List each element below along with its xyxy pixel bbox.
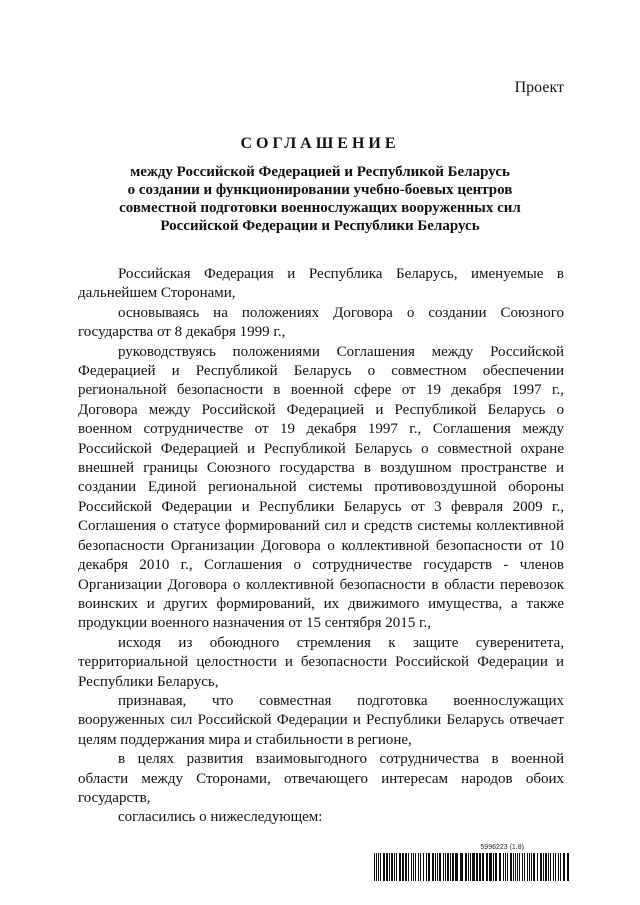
barcode-bar <box>423 853 424 881</box>
barcode-bar <box>439 853 441 881</box>
barcode-graphic <box>374 853 570 881</box>
barcode-bar <box>472 853 475 881</box>
barcode-bar <box>470 853 471 881</box>
paragraph: основываясь на положениях Договора о создании Союзного государства от 8 декабря 1999 г., <box>78 304 564 341</box>
document-barcode <box>374 844 570 884</box>
barcode-bar <box>450 853 451 881</box>
paragraph: руководствуясь положениями Соглашения между Российской Федерацией и Республикой Беларусь о совместном обеспечении региональной безопасности в военной сфере от 19 декабря 1997 г., Договора между Российской Федерацией и Республикой Беларусь о военном сотрудничестве от 19 декабря 1997 г., Соглашения между Российской Федерацией и Республикой Беларусь о совместной охране внешней границы Союзного государства в воздушном пространстве и создании Единой региональной системы противовоздушной обороны Российской Федерации и Республики Беларусь от 3 февраля 2009 г., Соглашения о статусе формирований сил и средств системы коллективной безопасности Организации Договора о коллективной безопасности от 10 декабря 2010 г., Соглашения о сотрудничестве государств - членов Организации Договора о коллективной безопасности в области перевозок воинских и других формирований, их движимого имущества, а также продукции военного назначения от 15 сентября 2015 г., <box>78 343 564 632</box>
barcode-bar <box>482 853 484 881</box>
barcode-bar <box>553 853 554 881</box>
barcode-bar <box>567 853 569 881</box>
barcode-bar <box>465 853 467 881</box>
paragraph: Российская Федерация и Республика Беларусь, именуемые в дальнейшем Сторонами, <box>78 266 564 302</box>
subtitle-line: между Российской Федерацией и Республикой Беларусь <box>130 164 510 180</box>
barcode-bar <box>383 853 385 881</box>
paragraph: согласились о нижеследующем: <box>118 809 323 826</box>
barcode-bar <box>524 853 525 881</box>
barcode-bar <box>548 853 549 881</box>
barcode-bar <box>402 853 404 881</box>
barcode-bar <box>476 853 478 881</box>
subtitle-line: Российской Федерации и Республики Беларусь <box>160 218 480 234</box>
barcode-caption: 5996223 (1.8) <box>480 844 524 851</box>
barcode-bar <box>529 853 530 881</box>
subtitle-line: о создании и функционировании учебно-боевых центров <box>127 182 513 198</box>
barcode-bar <box>513 853 514 881</box>
barcode-bar <box>413 853 414 881</box>
barcode-bar <box>527 853 528 881</box>
paragraph: исходя из обоюдного стремления к защите суверенитета, территориальной целостности и безопасности Российской Федерации и Республики Беларусь, <box>78 634 564 690</box>
barcode-bar <box>426 853 427 881</box>
barcode-bar <box>503 853 504 881</box>
barcode-bar <box>443 853 444 881</box>
barcode-bar <box>533 853 535 881</box>
barcode-bar <box>519 853 520 881</box>
barcode-bar <box>455 853 458 881</box>
barcode-bar <box>437 853 438 881</box>
draft-label: Проект <box>514 79 564 96</box>
barcode-bar <box>420 853 421 881</box>
barcode-bar <box>380 853 381 881</box>
barcode-bar <box>396 853 397 881</box>
paragraph: признавая, что совместная подготовка военнослужащих вооруженных сил Российской Федерации и Республики Беларусь отвечает целям поддержания мира и стабильности в регионе, <box>78 692 564 748</box>
barcode-bar <box>386 853 388 881</box>
barcode-bar <box>558 853 559 881</box>
barcode-bar <box>522 853 523 881</box>
subtitle-line: совместной подготовки военнослужащих вооруженных сил <box>119 200 521 216</box>
barcode-bar <box>493 853 494 881</box>
document-title: СОГЛАШЕНИЕ <box>240 135 400 152</box>
barcode-bar <box>517 853 518 881</box>
barcode-bar <box>408 853 409 881</box>
barcode-bar <box>489 853 492 881</box>
barcode-bar <box>374 853 375 881</box>
barcode-bar <box>376 853 377 881</box>
barcode-bar <box>531 853 532 881</box>
barcode-bar <box>432 853 434 881</box>
barcode-bar <box>540 853 542 881</box>
barcode-bar <box>468 853 469 881</box>
barcode-bar <box>515 853 516 881</box>
barcode-bar <box>399 853 401 881</box>
barcode-bar <box>495 853 497 881</box>
paragraph: в целях развития взаимовыгодного сотрудничества в военной области между Сторонами, отвечающего интересам народов обоих государств, <box>78 751 564 806</box>
barcode-bar <box>447 853 449 881</box>
barcode-bar <box>405 853 407 881</box>
barcode-bar <box>545 853 547 881</box>
barcode-bar <box>391 853 393 881</box>
barcode-bar <box>486 853 488 881</box>
barcode-bar <box>479 853 481 881</box>
barcode-bar <box>428 853 430 881</box>
barcode-bar <box>510 853 512 881</box>
preamble-text <box>78 265 564 828</box>
barcode-bar <box>415 853 416 881</box>
barcode-bar <box>537 853 538 881</box>
barcode-bar <box>507 853 508 881</box>
barcode-bar <box>543 853 544 881</box>
barcode-bar <box>418 853 419 881</box>
document-subtitle <box>110 163 530 235</box>
barcode-bar <box>394 853 395 881</box>
barcode-bar <box>378 853 379 881</box>
barcode-bar <box>445 853 446 881</box>
barcode-bar <box>389 853 390 881</box>
barcode-bar <box>555 853 556 881</box>
barcode-bar <box>452 853 454 881</box>
barcode-bar <box>499 853 501 881</box>
barcode-bar <box>550 853 551 881</box>
barcode-bar <box>411 853 412 881</box>
barcode-bar <box>563 853 565 881</box>
barcode-bar <box>460 853 463 881</box>
barcode-bar <box>505 853 506 881</box>
barcode-bar <box>560 853 561 881</box>
barcode-bar <box>435 853 436 881</box>
